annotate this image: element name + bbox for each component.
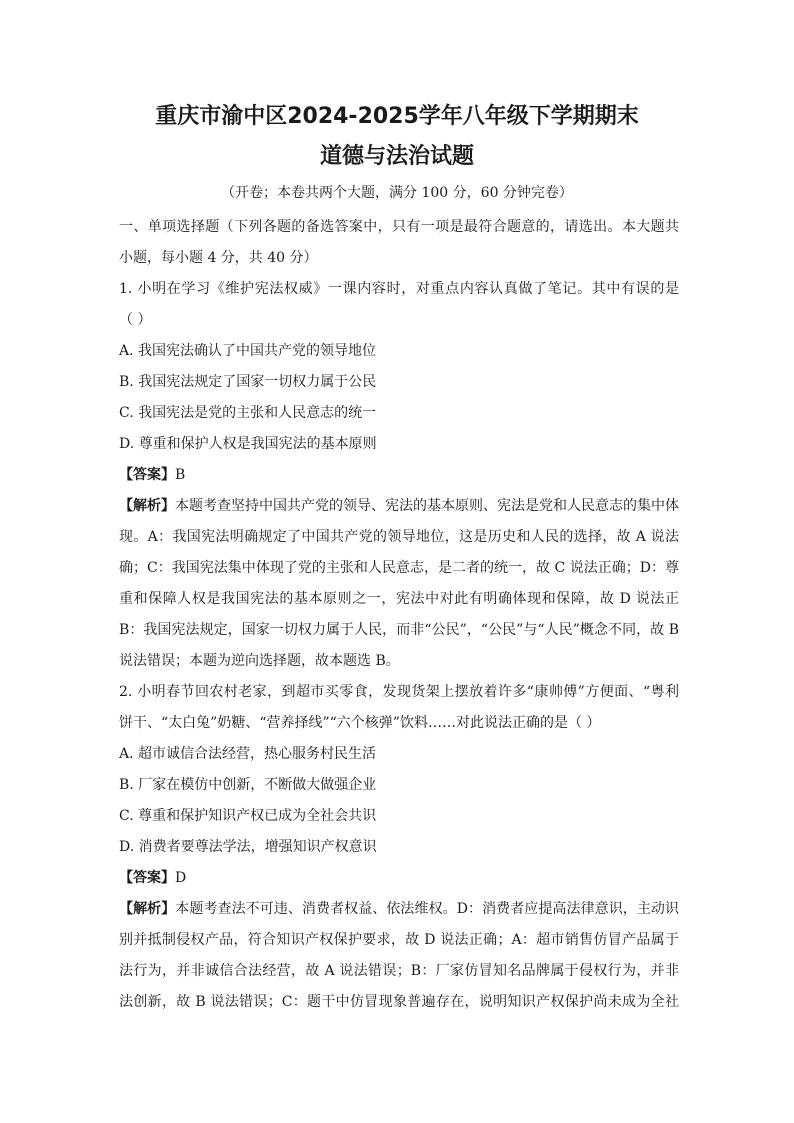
question-2 (119, 677, 679, 1018)
document-body (119, 212, 679, 1018)
option-d: D. 尊重和保护人权是我国宪法的基本原则 (119, 436, 377, 452)
answer-line (119, 460, 679, 491)
analysis-line (119, 894, 679, 925)
question-1 (119, 274, 679, 677)
analysis-line: 重和保障人权是我国宪法的基本原则之一，宪法中对此有明确体现和保障，故 D 说法正 (119, 591, 679, 607)
question-stem-line1: 1. 小明在学习《维护宪法权威》一课内容时，对重点内容认真做了笔记。其中有误的是 (119, 281, 679, 297)
analysis-tag: 【解析】 (119, 498, 175, 514)
question-stem-line1: 2. 小明春节回农村老家，到超市买零食，发现货架上摆放着许多“康帅傅”方便面、“粤利 (119, 684, 679, 700)
analysis-text: 本题考查坚持中国共产党的领导、宪法的基本原则、宪法是党和人民意志的集中体 (175, 498, 679, 514)
exam-title-line1: 重庆市渝中区2024-2025学年八年级下学期期末 (155, 104, 639, 129)
option-b: B. 厂家在模仿中创新，不断做大做强企业 (119, 777, 377, 793)
exam-info: （开卷；本卷共两个大题，满分 100 分，60 分钟完卷） (221, 185, 573, 201)
question-stem-line2: 饼干、“太白兔”奶糖、“营养择线”“六个核弹”饮料……对此说法正确的是（ ） (119, 715, 601, 731)
exam-title-line2: 道德与法治试题 (319, 144, 474, 169)
answer-value: B (175, 467, 186, 483)
option-c: C. 我国宪法是党的主张和人民意志的统一 (119, 405, 377, 421)
analysis-line: 法创新，故 B 说法错误；C：题干中仿冒现象普遍存在，说明知识产权保护尚未成为全社 (119, 994, 679, 1010)
analysis-line: 说法错误；本题为逆向选择题，故本题选 B。 (119, 653, 400, 669)
analysis-text: 本题考查法不可违、消费者权益、依法维权。D：消费者应提高法律意识，主动识 (175, 901, 679, 917)
option-d: D. 消费者要尊法学法，增强知识产权意识 (119, 839, 377, 855)
option-a: A. 我国宪法确认了中国共产党的领导地位 (119, 343, 377, 359)
analysis-tag: 【解析】 (119, 901, 176, 917)
option-b: B. 我国宪法规定了国家一切权力属于公民 (119, 374, 377, 390)
section-instruction-line1: 一、单项选择题（下列各题的备选答案中，只有一项是最符合题意的，请选出。本大题共 (119, 219, 679, 235)
answer-value: D (175, 870, 187, 886)
analysis-line: B：我国宪法规定，国家一切权力属于人民，而非“公民”，“公民”与“人民”概念不同，故 B (119, 622, 679, 638)
answer-tag: 【答案】 (119, 870, 175, 886)
option-a: A. 超市诚信合法经营，热心服务村民生活 (119, 746, 377, 762)
section-instruction-line2: 小题，每小题 4 分，共 40 分） (119, 250, 318, 266)
answer-tag: 【答案】 (119, 467, 175, 483)
question-stem-line2: （ ） (119, 312, 152, 328)
analysis-line: 确；C：我国宪法集中体现了党的主张和人民意志，是二者的统一，故 C 说法正确；D：尊 (119, 560, 679, 576)
answer-line (119, 863, 679, 894)
analysis-line: 别并抵制侵权产品，符合知识产权保护要求，故 D 说法正确；A：超市销售仿冒产品属于 (119, 932, 679, 948)
analysis-line: 现。A：我国宪法明确规定了中国共产党的领导地位，这是历史和人民的选择，故 A 说法 (119, 529, 679, 545)
option-c: C. 尊重和保护知识产权已成为全社会共识 (119, 808, 377, 824)
analysis-line (119, 491, 679, 522)
analysis-line: 法行为，并非诚信合法经营，故 A 说法错误；B：厂家仿冒知名品牌属于侵权行为，并非 (119, 963, 679, 979)
